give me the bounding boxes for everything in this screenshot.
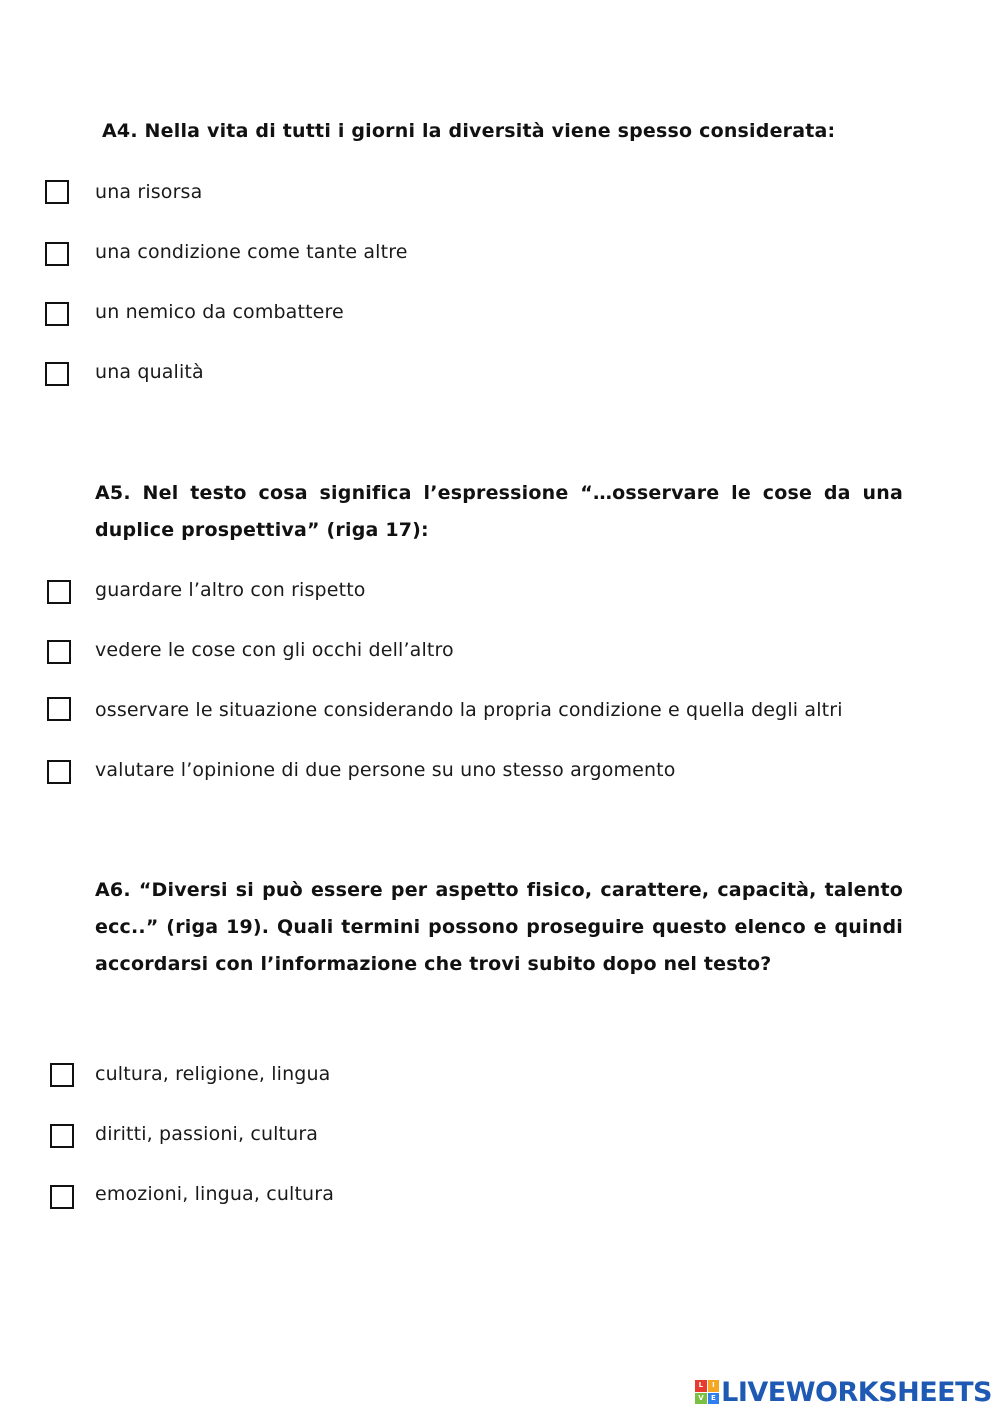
option-a5-3[interactable] — [0, 695, 1000, 725]
option-a4-4[interactable] — [0, 357, 1000, 387]
checkbox[interactable] — [47, 580, 71, 604]
checkbox[interactable] — [50, 1124, 74, 1148]
option-label: un nemico da combattere — [95, 301, 344, 323]
option-label: una qualità — [95, 361, 204, 383]
option-a5-4[interactable] — [0, 755, 1000, 785]
liveworksheets-brand — [695, 1377, 992, 1407]
checkbox[interactable] — [45, 362, 69, 386]
logo-letter: L — [695, 1380, 707, 1392]
option-label: vedere le cose con gli occhi dell’altro — [95, 639, 454, 661]
option-a5-1[interactable] — [0, 575, 1000, 605]
option-label: una condizione come tante altre — [95, 241, 408, 263]
checkbox[interactable] — [45, 302, 69, 326]
checkbox[interactable] — [47, 697, 71, 721]
option-label: diritti, passioni, cultura — [95, 1123, 319, 1145]
option-label: cultura, religione, lingua — [95, 1063, 331, 1085]
question-a5: A5. Nel testo cosa significa l’espressione “…osservare le cose da una duplice prospettiva” (riga 17): — [95, 482, 903, 541]
brand-text: LIVEWORKSHEETS — [721, 1376, 992, 1408]
logo-letter: V — [695, 1393, 707, 1405]
option-a6-2[interactable] — [0, 1119, 1000, 1149]
option-label: emozioni, lingua, cultura — [95, 1183, 334, 1205]
checkbox[interactable] — [50, 1185, 74, 1209]
option-label: una risorsa — [95, 181, 203, 203]
option-a4-1[interactable] — [0, 177, 1000, 207]
option-a6-3[interactable] — [0, 1179, 1000, 1209]
option-label: valutare l’opinione di due persone su uno stesso argomento — [95, 759, 676, 781]
checkbox[interactable] — [47, 640, 71, 664]
question-a4: A4. Nella vita di tutti i giorni la diversità viene spesso considerata: — [102, 120, 836, 142]
logo-letter: I — [708, 1380, 720, 1392]
checkbox[interactable] — [47, 760, 71, 784]
question-a6: A6. “Diversi si può essere per aspetto fisico, carattere, capacità, talento ecc..” (riga 19). Quali termini possono proseguire questo elenco e quindi accordarsi con l’informazione che trovi subito dopo nel testo? — [95, 879, 903, 975]
option-a6-1[interactable] — [0, 1059, 1000, 1089]
liveworksheets-logo-icon — [695, 1380, 719, 1404]
logo-letter: E — [708, 1393, 720, 1405]
option-label: osservare le situazione considerando la propria condizione e quella degli altri — [95, 699, 843, 721]
option-a5-2[interactable] — [0, 635, 1000, 665]
checkbox[interactable] — [45, 242, 69, 266]
option-a4-3[interactable] — [0, 297, 1000, 327]
checkbox[interactable] — [45, 180, 69, 204]
checkbox[interactable] — [50, 1063, 74, 1087]
option-label: guardare l’altro con rispetto — [95, 579, 366, 601]
option-a4-2[interactable] — [0, 237, 1000, 267]
